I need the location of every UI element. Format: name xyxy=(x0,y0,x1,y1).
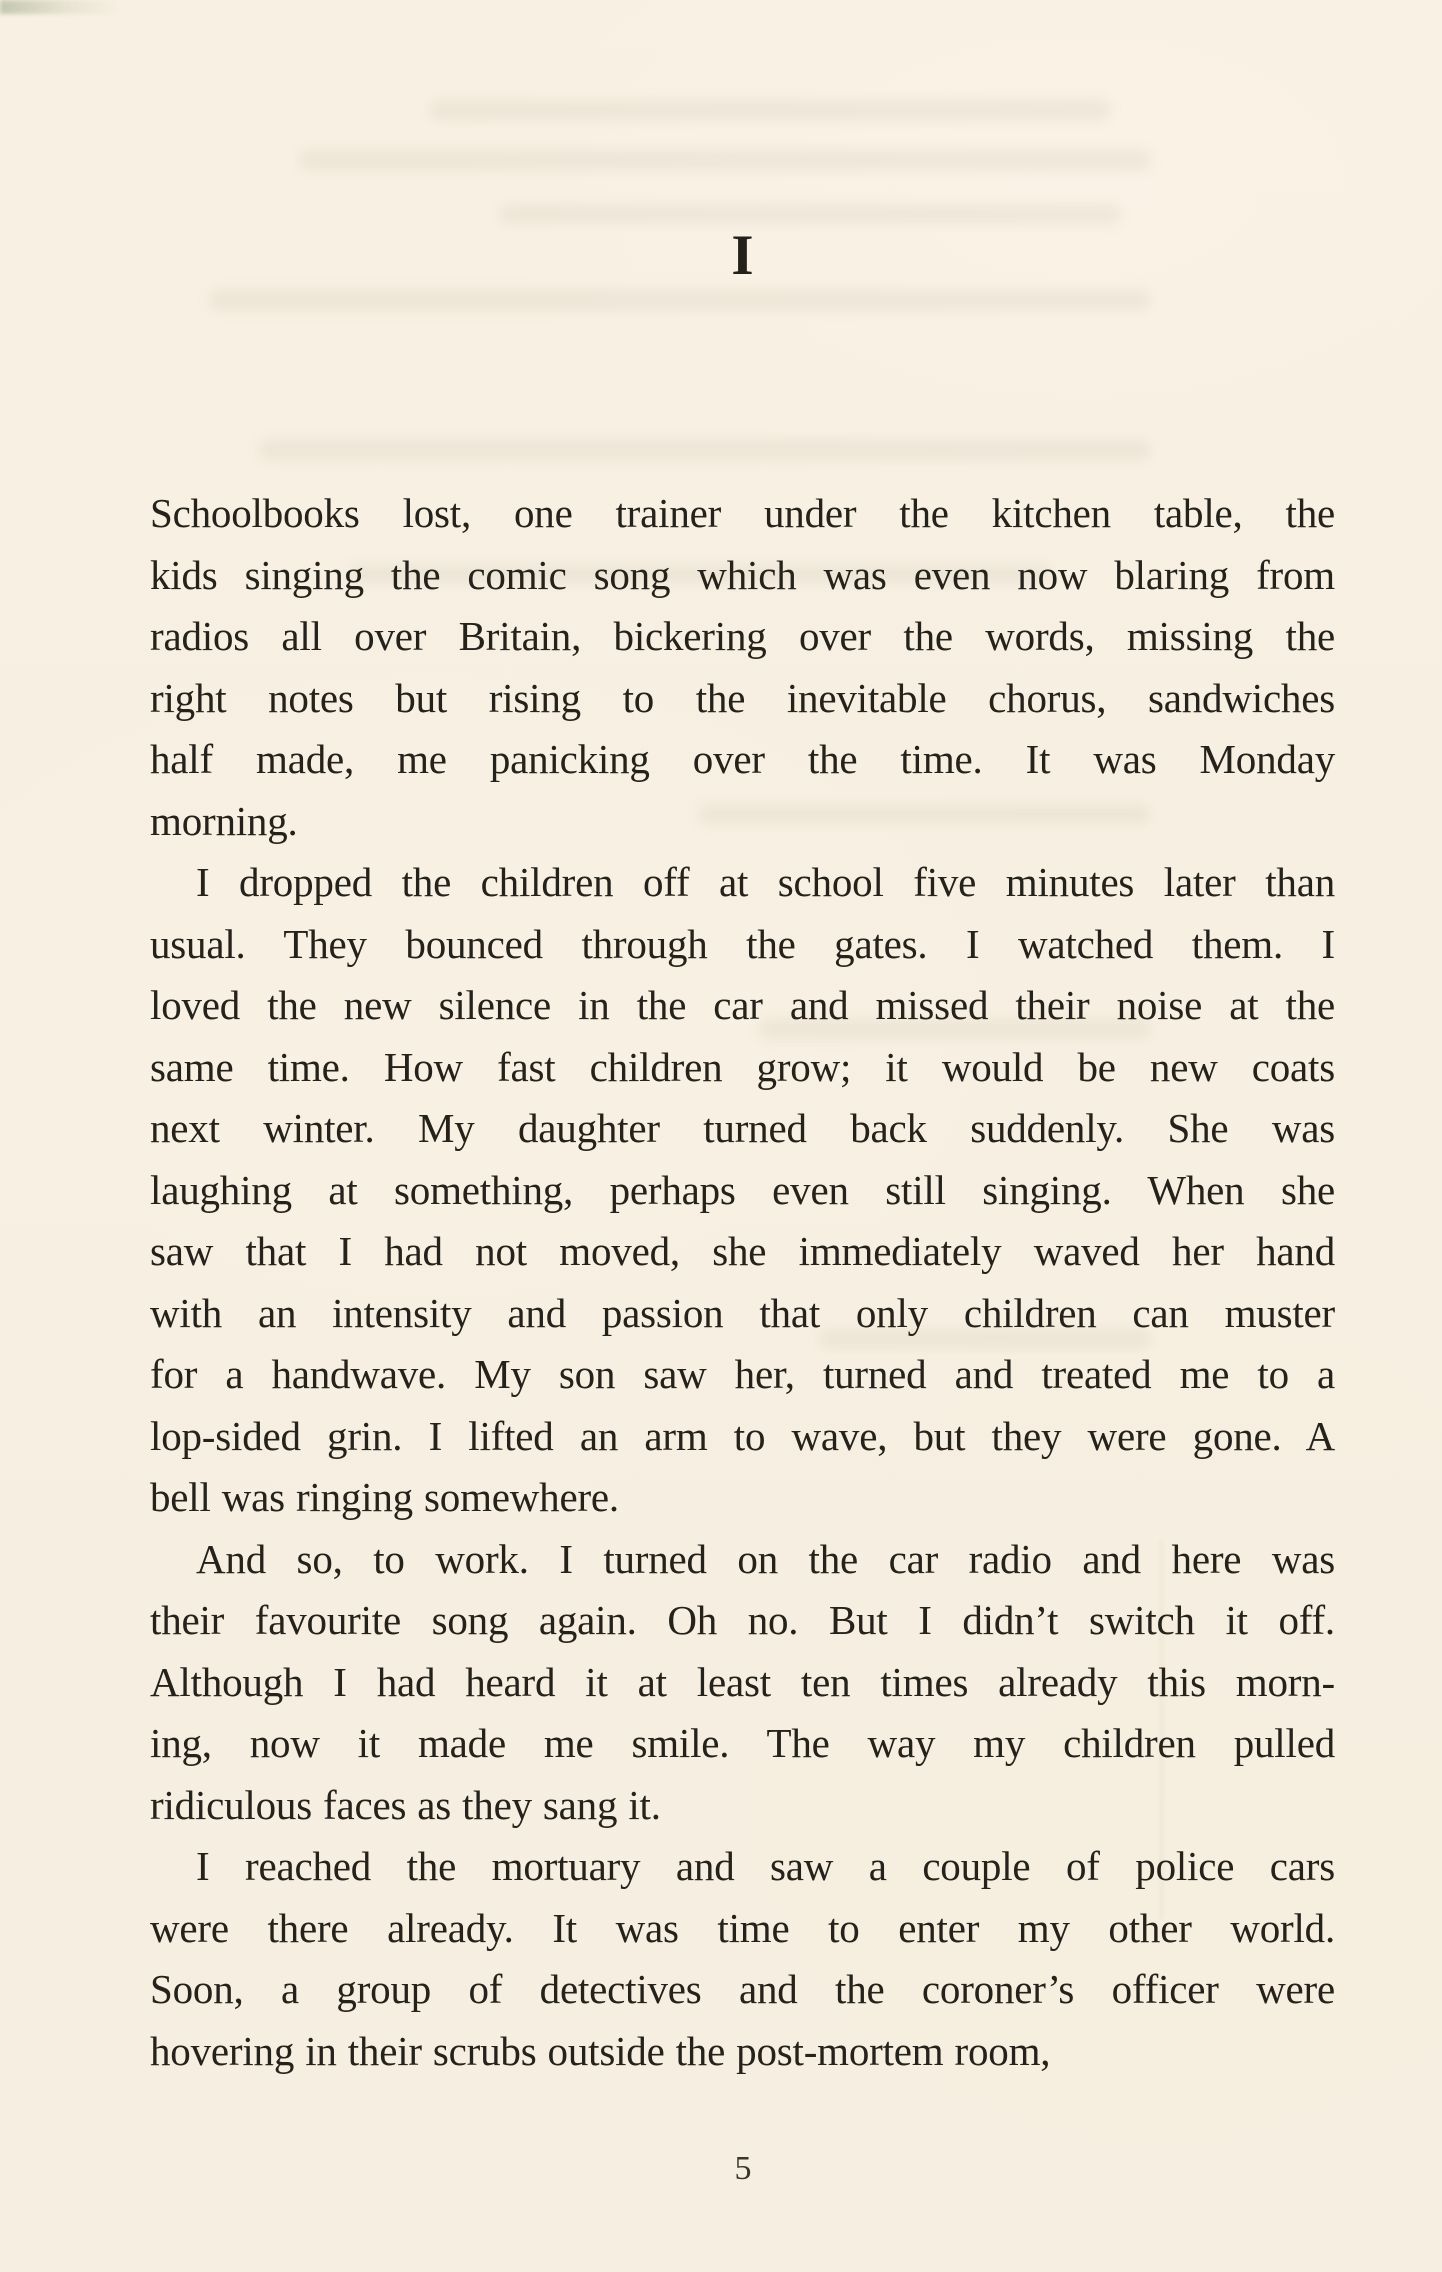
text-line: bell was ringing somewhere. xyxy=(150,1474,619,1520)
text-line: half made, me panicking over the time. It was Monday xyxy=(150,736,1335,782)
text-line: And so, to work. I turned on the car radio and here was xyxy=(196,1535,1335,1582)
text-line: their favourite song again. Oh no. But I didn’t switch it off. xyxy=(150,1597,1335,1643)
text-line: saw that I had not moved, she immediately waved her hand xyxy=(150,1228,1335,1274)
text-line: morning. xyxy=(150,797,298,844)
text-line: ing, now it made me smile. The way my children pulled xyxy=(150,1720,1335,1766)
text-line: radios all over Britain, bickering over the words, missing the xyxy=(150,613,1335,659)
text-line: were there already. It was time to enter my other world. xyxy=(150,1904,1335,1951)
body-text xyxy=(150,483,1335,2082)
text-line: ridiculous faces as they sang it. xyxy=(150,1781,661,1828)
show-through-ghost xyxy=(260,440,1150,460)
text-line: same time. How fast children grow; it would be new coats xyxy=(150,1043,1335,1090)
paragraph xyxy=(150,483,1335,852)
text-line: with an intensity and passion that only children can muster xyxy=(150,1289,1335,1336)
show-through-ghost xyxy=(210,290,1150,310)
show-through-ghost xyxy=(500,205,1120,223)
text-line: hovering in their scrubs outside the post-mortem room, xyxy=(150,2027,1051,2074)
text-line: I reached the mortuary and saw a couple of police cars xyxy=(196,1843,1335,1889)
scan-artifact-smudge xyxy=(0,0,120,14)
text-line: Although I had heard it at least ten times already this morn- xyxy=(150,1658,1335,1705)
text-line: I dropped the children off at school five minutes later than xyxy=(196,859,1335,905)
text-line: Soon, a group of detectives and the coroner’s officer were xyxy=(150,1966,1335,2012)
chapter-heading: I xyxy=(731,224,755,287)
show-through-ghost xyxy=(300,150,1150,170)
text-line: next winter. My daughter turned back suddenly. She was xyxy=(150,1105,1335,1151)
text-line: usual. They bounced through the gates. I watched them. I xyxy=(150,920,1335,967)
page-number: 5 xyxy=(734,2150,752,2187)
text-line: for a handwave. My son saw her, turned and treated me to a xyxy=(150,1351,1335,1397)
text-line: lop-sided grin. I lifted an arm to wave, but they were gone. A xyxy=(150,1412,1335,1459)
paragraph xyxy=(150,1529,1335,1837)
text-line: laughing at something, perhaps even still singing. When she xyxy=(150,1166,1335,1213)
text-line: right notes but rising to the inevitable chorus, sandwiches xyxy=(150,674,1335,721)
text-line: Schoolbooks lost, one trainer under the kitchen table, the xyxy=(150,490,1335,536)
text-line: loved the new silence in the car and missed their noise at the xyxy=(150,982,1335,1028)
paragraph xyxy=(150,1836,1335,2082)
show-through-ghost xyxy=(430,100,1110,120)
text-line: kids singing the comic song which was even now blaring from xyxy=(150,551,1335,598)
paragraph xyxy=(150,852,1335,1529)
